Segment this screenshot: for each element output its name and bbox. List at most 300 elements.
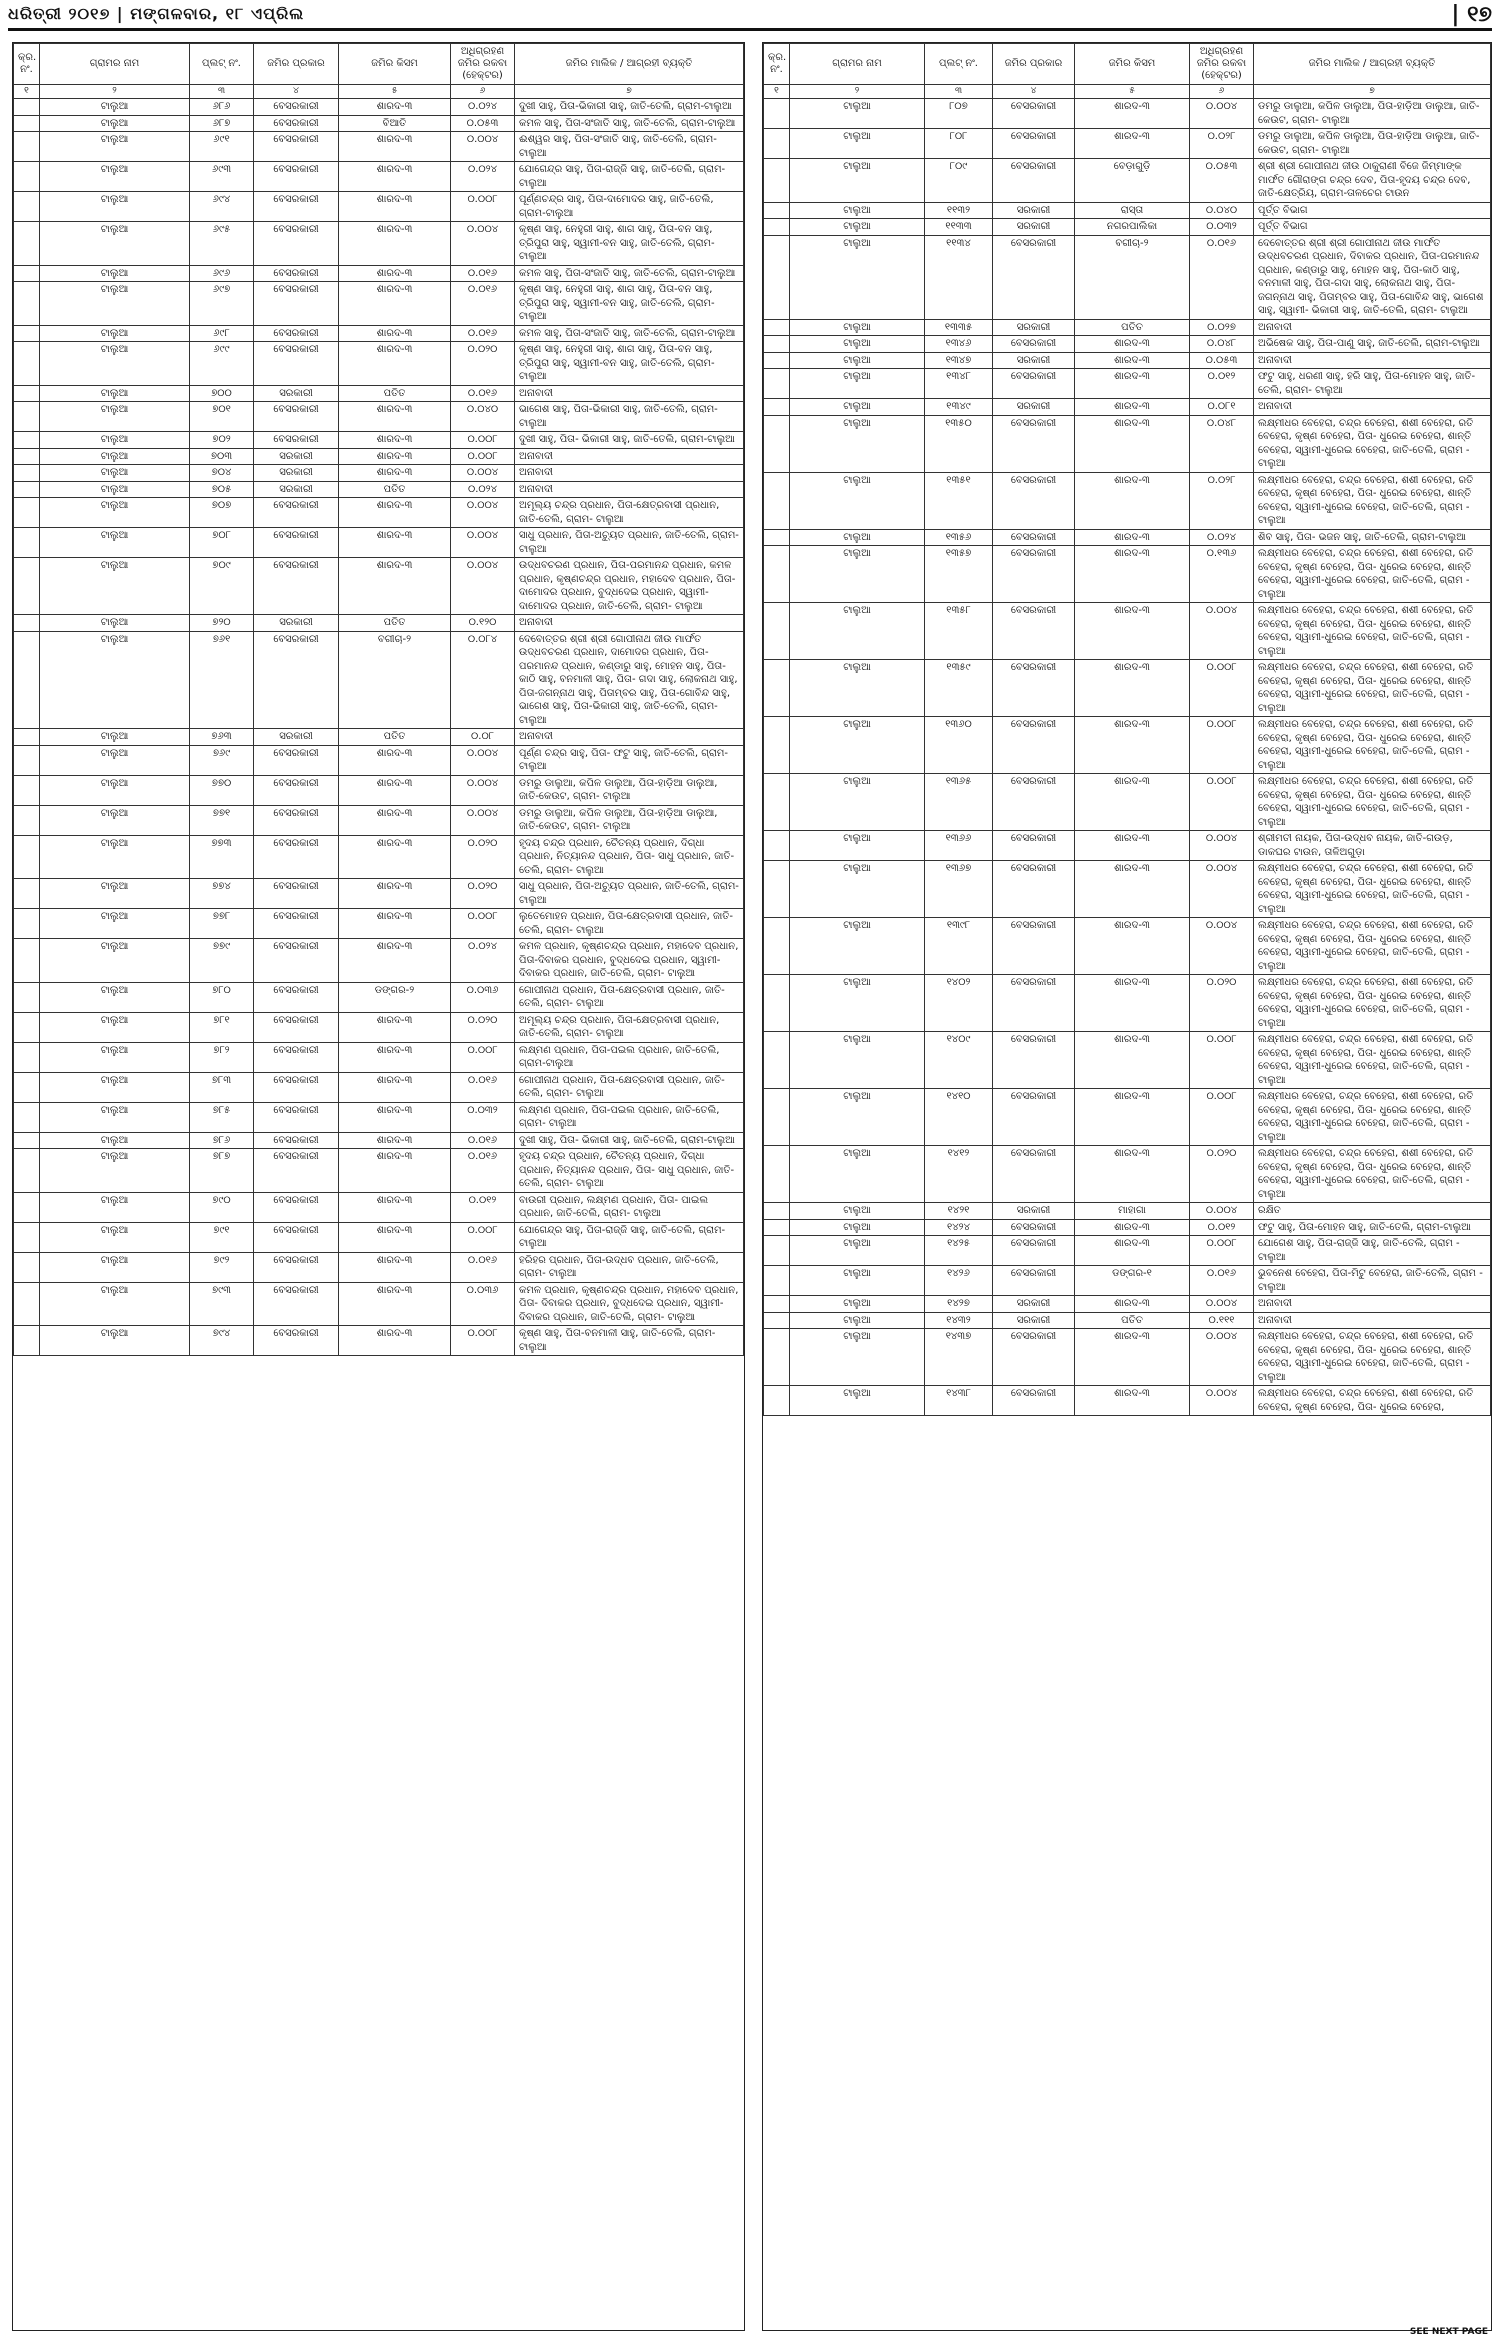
owner-cell: ଭୁବନେଶ ବେହେରା, ପିତା-ମିଟୁ ବେହେରା, ଜାତି-ତେଲି, ଗ୍ରାମ - ଟାଲୁଆ [1254, 1266, 1491, 1296]
table-row [14, 385, 744, 402]
land-type-cell: ବେସରକାରୀ [254, 1222, 339, 1252]
land-kind-cell: ଶାରଦ-୩ [339, 325, 451, 342]
plot-cell: ୭୭୩ [190, 835, 254, 879]
land-table-right [763, 43, 1491, 1416]
owner-cell: ଅନାବାଦୀ [515, 615, 744, 632]
area-cell: ୦.୦୮୧ [1190, 399, 1254, 416]
land-type-cell: ବେସରକାରୀ [254, 222, 339, 266]
plot-cell: ୭୦୧ [190, 402, 254, 432]
area-cell: ୦.୦୨୦ [451, 342, 515, 386]
table-row [764, 352, 1491, 369]
land-kind-cell: ଶାରଦ-୩ [1075, 1236, 1190, 1266]
table-row [764, 1219, 1491, 1236]
area-cell: ୦.୦୨୪ [1190, 529, 1254, 546]
land-type-cell: ବେସରକାରୀ [254, 282, 339, 326]
table-row [764, 129, 1491, 159]
village-cell: ଟାଲୁଆ [790, 861, 925, 918]
table-row [14, 1282, 744, 1326]
village-cell: ଟାଲୁଆ [790, 369, 925, 399]
owner-cell: ଉଦ୍ଧବଚରଣ ପ୍ରଧାନ, ପିତା-ପରମାନନ୍ଦ ପ୍ରଧାନ, କମଳ ପ୍ରଧାନ, କୃଷ୍ଣଚନ୍ଦ୍ର ପ୍ରଧାନ, ମହାଦେବ ପ୍ରଧାନ, ପିତା-ଦାମୋଦର ପ୍ରଧାନ, ବୁଦ୍ଧଦେଇ ପ୍ରଧାନ, ସ୍ୱାମୀ-ଦାମୋଦର ପ୍ରଧାନ, ଜାତି-ତେଲି, ଗ୍ରାମ- ଟାଲୁଆ [515, 558, 744, 615]
table-row [14, 1012, 744, 1042]
village-cell: ଟାଲୁଆ [790, 831, 925, 861]
owner-cell: ସାଧୁ ପ୍ରଧାନ, ପିତା-ଅଚ୍ୟୁତ ପ୍ରଧାନ, ଜାତି-ତେଲି, ଗ୍ରାମ-ଟାଲୁଆ [515, 879, 744, 909]
serial-cell [14, 481, 40, 498]
table-row [14, 939, 744, 983]
table-row [14, 909, 744, 939]
area-cell: ୦.୦୧୨ [1190, 1219, 1254, 1236]
plot-cell: ୭୭୦ [190, 775, 254, 805]
land-kind-cell: ଶାରଦ-୩ [1075, 99, 1190, 129]
table-row [14, 1102, 744, 1132]
area-cell: ୦.୦୦୮ [451, 1222, 515, 1252]
village-cell: ଟାଲୁଆ [40, 402, 190, 432]
table-row [14, 432, 744, 449]
serial-cell [14, 385, 40, 402]
table-row [14, 342, 744, 386]
col-land-type: ଜମିର ପ୍ରକାର [254, 44, 339, 85]
village-cell: ଟାଲୁଆ [790, 1312, 925, 1329]
table-row [764, 546, 1491, 603]
serial-cell [764, 660, 790, 717]
land-type-cell: ସରକାରୀ [254, 385, 339, 402]
land-type-cell: ସରକାରୀ [254, 729, 339, 746]
serial-cell [14, 835, 40, 879]
village-cell: ଟାଲୁଆ [40, 1282, 190, 1326]
land-type-cell: ବେସରକାରୀ [254, 835, 339, 879]
area-cell: ୦.୦୨୮ [1190, 472, 1254, 529]
land-kind-cell: ଶାରଦ-୩ [1075, 1219, 1190, 1236]
col-area: ଅଧିଗ୍ରହଣ ଜମିର ରକବା (ହେକ୍ଟର) [1190, 44, 1254, 85]
col-plot: ପ୍ଲଟ୍ ନଂ. [190, 44, 254, 85]
col-plot: ପ୍ଲଟ୍ ନଂ. [925, 44, 993, 85]
owner-cell: ଲକ୍ଷ୍ମୀଧର ବେହେରା, ଚନ୍ଦ୍ର ବେହେରା, ଶଶୀ ବେହେରା, ରତି ବେହେରା, କୃଷ୍ଣ ବେହେରା, ପିତା- ଧୁରେଇ ବେହେରା, ଶାନ୍ତି ବେହେରା, ସ୍ୱାମୀ-ଧୁରେଇ ବେହେରା, ଜାତି-ତେଲି, ଗ୍ରାମ - ଟାଲୁଆ [1254, 603, 1491, 660]
table-row [14, 282, 744, 326]
land-type-cell: ବେସରକାରୀ [993, 369, 1075, 399]
land-type-cell: ବେସରକାରୀ [254, 631, 339, 729]
table-row [14, 99, 744, 116]
plot-cell: ୧୪୦୨ [925, 975, 993, 1032]
owner-cell: ଲକ୍ଷ୍ମୀଧର ବେହେରା, ଚନ୍ଦ୍ର ବେହେରା, ଶଶୀ ବେହେରା, ରତି ବେହେରା, କୃଷ୍ଣ ବେହେରା, ପିତା- ଧୁରେଇ ବେହେରା, ଶାନ୍ତି ବେହେରା, ସ୍ୱାମୀ-ଧୁରେଇ ବେହେରା, ଜାତି-ତେଲି, ଗ୍ରାମ - ଟାଲୁଆ [1254, 918, 1491, 975]
table-row [14, 222, 744, 266]
land-kind-cell: ଶାରଦ-୩ [339, 402, 451, 432]
area-cell: ୦.୦୮ [451, 729, 515, 746]
table-row [764, 1236, 1491, 1266]
area-cell: ୦.୦୦୪ [451, 775, 515, 805]
land-type-cell: ବେସରକାରୀ [993, 1386, 1075, 1416]
area-cell: ୦.୦୦୮ [1190, 717, 1254, 774]
table-row [764, 1329, 1491, 1386]
owner-cell: କମଳ ପ୍ରଧାନ, କୃଷ୍ଣଚନ୍ଦ୍ର ପ୍ରଧାନ, ମହାଦେବ ପ୍ରଧାନ, ପିତା- ଦିବାକର ପ୍ରଧାନ, ବୁଦ୍ଧଦେଇ ପ୍ରଧାନ, ସ୍ୱାମୀ- ଦିବାକର ପ୍ରଧାନ, ଜାତି-ତେଲି, ଗ୍ରାମ- ଟାଲୁଆ [515, 1282, 744, 1326]
village-cell: ଟାଲୁଆ [40, 385, 190, 402]
plot-cell: ୮୦୭ [925, 99, 993, 129]
serial-cell [764, 336, 790, 353]
table-row [14, 1252, 744, 1282]
village-cell: ଟାଲୁଆ [790, 975, 925, 1032]
table-row [14, 498, 744, 528]
village-cell: ଟାଲୁଆ [790, 918, 925, 975]
owner-cell: ହରିହର ପ୍ରଧାନ, ପିତା-ଉଦ୍ଧବ ପ୍ରଧାନ, ଜାତି-ତେଲି, ଗ୍ରାମ- ଟାଲୁଆ [515, 1252, 744, 1282]
serial-cell [764, 159, 790, 203]
owner-cell: ବାଉରୀ ପ୍ରଧାନ, ଲକ୍ଷ୍ମଣ ପ୍ରଧାନ, ପିତା- ପାଇଲ ପ୍ରଧାନ, ଜାତି-ତେଲି, ଗ୍ରାମ- ଟାଲୁଆ [515, 1192, 744, 1222]
land-kind-cell: ଶାରଦ-୩ [1075, 129, 1190, 159]
plot-cell: ୬୮୬ [190, 99, 254, 116]
village-cell: ଟାଲୁଆ [40, 282, 190, 326]
land-type-cell: ବେସରକାରୀ [254, 402, 339, 432]
owner-cell: ଅନାବାଦୀ [1254, 1312, 1491, 1329]
land-kind-cell: ଶାରଦ-୩ [1075, 603, 1190, 660]
land-kind-cell: ଶାରଦ-୩ [1075, 660, 1190, 717]
table-row [14, 528, 744, 558]
table-row [764, 1296, 1491, 1313]
land-kind-cell: ଶାରଦ-୩ [1075, 399, 1190, 416]
land-type-cell: ବେସରକାରୀ [254, 342, 339, 386]
land-kind-cell: ଶାରଦ-୩ [339, 132, 451, 162]
owner-cell: ଦୁଖୀ ସାହୁ, ପିତା-ଭିକାରୀ ସାହୁ, ଜାତି-ତେଲି, ଗ୍ରାମ-ଟାଲୁଆ [515, 99, 744, 116]
land-kind-cell: ଶାରଦ-୩ [1075, 472, 1190, 529]
plot-cell: ୭୯୦ [190, 1192, 254, 1222]
serial-cell [14, 939, 40, 983]
colnum: ୪ [254, 85, 339, 99]
village-cell: ଟାଲୁଆ [790, 219, 925, 236]
area-cell: ୦.୦୧୬ [451, 385, 515, 402]
area-cell: ୦.୦୧୬ [451, 325, 515, 342]
table-row [14, 402, 744, 432]
plot-cell: ୧୪୩୨ [925, 1312, 993, 1329]
plot-cell: ୧୪୨୧ [925, 1203, 993, 1220]
village-cell: ଟାଲୁଆ [40, 528, 190, 558]
land-type-cell: ବେସରକାରୀ [254, 132, 339, 162]
village-cell: ଟାଲୁଆ [40, 481, 190, 498]
land-type-cell: ବେସରକାରୀ [254, 115, 339, 132]
plot-cell: ୧୩୪୭ [925, 352, 993, 369]
owner-cell: ଫଟୁ ସାହୁ, ପିତା-ମୋହନ ସାହୁ, ଜାତି-ତେଲି, ଗ୍ରାମ-ଟାଲୁଆ [1254, 1219, 1491, 1236]
col-land-kind: ଜମିର କିସମ [1075, 44, 1190, 85]
table-row [764, 202, 1491, 219]
owner-cell: ଅନାବାଦୀ [515, 448, 744, 465]
table-row [764, 717, 1491, 774]
area-cell: ୦.୦୦୮ [1190, 1089, 1254, 1146]
table-row [14, 1326, 744, 1356]
land-kind-cell: ଶାରଦ-୩ [339, 1132, 451, 1149]
village-cell: ଟାଲୁଆ [790, 1146, 925, 1203]
area-cell: ୦.୦୨୪ [451, 99, 515, 116]
plot-cell: ୭୭୮ [190, 909, 254, 939]
plot-cell: ୧୩୩୫ [925, 319, 993, 336]
land-type-cell: ବେସରକାରୀ [254, 775, 339, 805]
serial-cell [14, 909, 40, 939]
owner-cell: ପୂର୍ତ୍ତ ବିଭାଗ [1254, 202, 1491, 219]
plot-cell: ୧୪୩୭ [925, 1329, 993, 1386]
owner-cell: ଈଶ୍ୱର ସାହୁ, ପିତା-ସଂଜାତି ସାହୁ, ଜାତି-ତେଲି, ଗ୍ରାମ-ଟାଲୁଆ [515, 132, 744, 162]
area-cell: ୦.୦୦୮ [1190, 1032, 1254, 1089]
owner-cell: ଲକ୍ଷ୍ମୀଧର ବେହେରା, ଚନ୍ଦ୍ର ବେହେରା, ଶଶୀ ବେହେରା, ରତି ବେହେରା, କୃଷ୍ଣ ବେହେରା, ପିତା- ଧୁରେଇ ବେହେରା, ଶାନ୍ତି ବେହେରା, ସ୍ୱାମୀ-ଧୁରେଇ ବେହେରା, ଜାତି-ତେଲି, ଗ୍ରାମ - ଟାଲୁଆ [1254, 1032, 1491, 1089]
village-cell: ଟାଲୁଆ [40, 835, 190, 879]
owner-cell: ଡମରୁ ଡାଲୁଆ, କପିଳ ଡାଲୁଆ, ପିତା-ହାଡ଼ିଆ ଡାଲୁଆ, ଜାତି-କେଉଟ, ଗ୍ରାମ- ଟାଲୁଆ [1254, 99, 1491, 129]
owner-cell: ଲକ୍ଷ୍ମୀଧର ବେହେରା, ଚନ୍ଦ୍ର ବେହେରା, ଶଶୀ ବେହେରା, ରତି ବେହେରା, କୃଷ୍ଣ ବେହେରା, ପିତା- ଧୁରେଇ ବେହେରା, ଶାନ୍ତି ବେହେରା, ସ୍ୱାମୀ-ଧୁରେଇ ବେହେରା, ଜାତି-ତେଲି, ଗ୍ରାମ - ଟାଲୁଆ [1254, 1089, 1491, 1146]
serial-cell [14, 1012, 40, 1042]
village-cell: ଟାଲୁଆ [40, 222, 190, 266]
table-row [764, 399, 1491, 416]
plot-cell: ୬୯୧ [190, 132, 254, 162]
area-cell: ୦.୦୧୨ [1190, 369, 1254, 399]
area-cell: ୦.୦୪୦ [1190, 202, 1254, 219]
serial-cell [14, 1042, 40, 1072]
page-number: | ୧୭ [1451, 1, 1492, 27]
land-type-cell: ବେସରକାରୀ [993, 1146, 1075, 1203]
village-cell: ଟାଲୁଆ [790, 546, 925, 603]
table-row [14, 879, 744, 909]
land-type-cell: ବେସରକାରୀ [993, 472, 1075, 529]
land-kind-cell: ଶାରଦ-୩ [1075, 352, 1190, 369]
land-kind-cell: ଶାରଦ-୩ [339, 775, 451, 805]
owner-cell: ଲକ୍ଷ୍ମଣ ପ୍ରଧାନ, ପିତା-ପଇଲ ପ୍ରଧାନ, ଜାତି-ତେଲି, ଗ୍ରାମ- ଟାଲୁଆ [515, 1102, 744, 1132]
land-kind-cell: ଶାରଦ-୩ [1075, 1386, 1190, 1416]
village-cell: ଟାଲୁଆ [40, 1012, 190, 1042]
area-cell: ୦.୦୦୪ [451, 528, 515, 558]
area-cell: ୦.୦୦୮ [451, 432, 515, 449]
land-type-cell: ବେସରକାରୀ [254, 1192, 339, 1222]
serial-cell [764, 1312, 790, 1329]
village-cell: ଟାଲୁଆ [40, 448, 190, 465]
table-row [764, 1203, 1491, 1220]
village-cell: ଟାଲୁଆ [40, 879, 190, 909]
serial-cell [14, 879, 40, 909]
serial-cell [764, 529, 790, 546]
col-owner: ଜମିର ମାଲିକ / ଆଗ୍ରହୀ ବ୍ୟକ୍ତି [515, 44, 744, 85]
village-cell: ଟାଲୁଆ [40, 631, 190, 729]
owner-cell: ଲକ୍ଷ୍ମଣ ପ୍ରଧାନ, ପିତା-ପଇଲ ପ୍ରଧାନ, ଜାତି-ତେଲି, ଗ୍ରାମ-ଟାଲୁଆ [515, 1042, 744, 1072]
serial-cell [764, 319, 790, 336]
table-row [764, 861, 1491, 918]
land-type-cell: ବେସରକାରୀ [993, 1236, 1075, 1266]
table-row [764, 415, 1491, 472]
area-cell: ୦.୦୦୪ [1190, 1203, 1254, 1220]
land-kind-cell: ଶାରଦ-୩ [1075, 1146, 1190, 1203]
table-row [14, 729, 744, 746]
serial-cell [764, 1219, 790, 1236]
land-kind-cell: ଡଙ୍ଗର-୨ [339, 982, 451, 1012]
table-header-row [764, 44, 1491, 85]
land-type-cell: ସରକାରୀ [254, 615, 339, 632]
owner-cell: ଶ୍ରୀ ଶ୍ରୀ ଗୋପୀନାଥ ଜୀଉ ଠାକୁରାଣୀ ବିଜେ ଜିମ୍ମାଙ୍କ ମାର୍ଫତ ଗୌରାଙ୍ଗ ଚନ୍ଦ୍ର ଦେବ, ପିତା-ହୃଦୟ ଚନ୍ଦ୍ର ଦେବ, ଜାତି-କ୍ଷେତ୍ରିୟ, ଗ୍ରାମ-ତାଳଚେର ଟାଉନ [1254, 159, 1491, 203]
table-row [14, 465, 744, 482]
serial-cell [14, 498, 40, 528]
serial-cell [764, 1266, 790, 1296]
colnum: ୪ [993, 85, 1075, 99]
land-type-cell: ବେସରକାରୀ [993, 918, 1075, 975]
plot-cell: ୬୯୪ [190, 192, 254, 222]
area-cell: ୦.୦୨୦ [451, 879, 515, 909]
plot-cell: ୬୮୭ [190, 115, 254, 132]
table-row [14, 1192, 744, 1222]
land-type-cell: ବେସରକାରୀ [993, 159, 1075, 203]
colnum: ୩ [190, 85, 254, 99]
land-kind-cell: ଡଙ୍ଗର-୧ [1075, 1266, 1190, 1296]
owner-cell: ଶ୍ରୀମତୀ ନାୟକ, ପିତା-ଉଦ୍ଧବ ନାୟକ, ଜାତି-ଗଉଡ଼, ଡାକଘର ଟାଉନ, ତାଳିଅଗୁଡ଼ା [1254, 831, 1491, 861]
right-table-panel [762, 42, 1492, 2331]
land-type-cell: ବେସରକାରୀ [254, 498, 339, 528]
area-cell: ୦.୦୦୪ [1190, 99, 1254, 129]
land-type-cell: ବେସରକାରୀ [993, 717, 1075, 774]
table-row [14, 745, 744, 775]
area-cell: ୦.୦୪୮ [1190, 415, 1254, 472]
village-cell: ଟାଲୁଆ [790, 529, 925, 546]
village-cell: ଟାଲୁଆ [40, 1222, 190, 1252]
area-cell: ୦.୦୨୦ [1190, 1146, 1254, 1203]
village-cell: ଟାଲୁଆ [790, 1386, 925, 1416]
plot-cell: ୧୪୧୨ [925, 1146, 993, 1203]
table-row [14, 982, 744, 1012]
village-cell: ଟାଲୁଆ [40, 465, 190, 482]
land-kind-cell: ଶାରଦ-୩ [339, 99, 451, 116]
area-cell: ୦.୦୫୩ [451, 115, 515, 132]
colnum: ୩ [925, 85, 993, 99]
plot-cell: ୭୭୧ [190, 805, 254, 835]
serial-cell [14, 222, 40, 266]
table-row [764, 319, 1491, 336]
owner-cell: ସାଧୁ ପ୍ରଧାନ, ପିତା-ଅଚ୍ୟୁତ ପ୍ରଧାନ, ଜାତି-ତେଲି, ଗ୍ରାମ-ଟାଲୁଆ [515, 528, 744, 558]
land-table-left [13, 43, 744, 1356]
plot-cell: ୭୮୩ [190, 1072, 254, 1102]
table-row [764, 1266, 1491, 1296]
owner-cell: ଲକ୍ଷ୍ମୀଧର ବେହେରା, ଚନ୍ଦ୍ର ବେହେରା, ଶଶୀ ବେହେରା, ରତି ବେହେରା, କୃଷ୍ଣ ବେହେରା, ପିତା- ଧୁରେଇ ବେହେରା, ଶାନ୍ତି ବେହେରା, ସ୍ୱାମୀ-ଧୁରେଇ ବେହେରା, ଜାତି-ତେଲି, ଗ୍ରାମ - ଟାଲୁଆ [1254, 415, 1491, 472]
village-cell: ଟାଲୁଆ [790, 202, 925, 219]
village-cell: ଟାଲୁଆ [790, 399, 925, 416]
land-kind-cell: ଶାରଦ-୩ [339, 1222, 451, 1252]
col-land-type: ଜମିର ପ୍ରକାର [993, 44, 1075, 85]
owner-cell: କମଳ ସାହୁ, ପିତା-ସଂଜାତି ସାହୁ, ଜାତି-ତେଲି, ଗ୍ରାମ-ଟାଲୁଆ [515, 115, 744, 132]
village-cell: ଟାଲୁଆ [40, 99, 190, 116]
owner-cell: କୃଷ୍ଣ ସାହୁ, ପିତା-ବନମାଳୀ ସାହୁ, ଜାତି-ତେଲି, ଗ୍ରାମ-ଟାଲୁଆ [515, 1326, 744, 1356]
plot-cell: ୭୬୯ [190, 745, 254, 775]
land-kind-cell: ପତିତ [339, 481, 451, 498]
area-cell: ୦.୦୦୪ [1190, 861, 1254, 918]
owner-cell: ରକ୍ଷିତ [1254, 1203, 1491, 1220]
land-kind-cell: ଶାରଦ-୩ [1075, 831, 1190, 861]
serial-cell [14, 402, 40, 432]
village-cell: ଟାଲୁଆ [40, 265, 190, 282]
area-cell: ୦.୦୦୪ [1190, 831, 1254, 861]
owner-cell: ଡମରୁ ଡାଲୁଆ, କପିଳ ଡାଲୁଆ, ପିତା-ହାଡ଼ିଆ ଡାଲୁଆ, ଜାତି-କେଉଟ, ଗ୍ରାମ- ଟାଲୁଆ [1254, 129, 1491, 159]
owner-cell: ଲକ୍ଷ୍ମୀଧର ବେହେରା, ଚନ୍ଦ୍ର ବେହେରା, ଶଶୀ ବେହେରା, ରତି ବେହେରା, କୃଷ୍ଣ ବେହେରା, ପିତା- ଧୁରେଇ ବେହେରା, ଶାନ୍ତି ବେହେରା, ସ୍ୱାମୀ-ଧୁରେଇ ବେହେରା, ଜାତି-ତେଲି, ଗ୍ରାମ - ଟାଲୁଆ [1254, 861, 1491, 918]
land-type-cell: ବେସରକାରୀ [993, 1219, 1075, 1236]
serial-cell [764, 369, 790, 399]
table-row [764, 975, 1491, 1032]
serial-cell [764, 1386, 790, 1416]
area-cell: ୦.୦୦୪ [1190, 1386, 1254, 1416]
table-row [764, 918, 1491, 975]
village-cell: ଟାଲୁଆ [40, 325, 190, 342]
plot-cell: ୭୦୫ [190, 481, 254, 498]
area-cell: ୦.୦୧୬ [451, 1072, 515, 1102]
owner-cell: ଭାଗେଶ ସାହୁ, ପିତା-ଭିକାରୀ ସାହୁ, ଜାତି-ତେଲି, ଗ୍ରାମ-ଟାଲୁଆ [515, 402, 744, 432]
village-cell: ଟାଲୁଆ [40, 558, 190, 615]
serial-cell [14, 775, 40, 805]
serial-cell [14, 1149, 40, 1193]
area-cell: ୦.୦୫୩ [1190, 159, 1254, 203]
land-type-cell: ବେସରକାରୀ [254, 558, 339, 615]
serial-cell [764, 1146, 790, 1203]
owner-cell: ଅଭିଷେକ ସାହୁ, ପିତା-ପାଣୁ ସାହୁ, ଜାତି-ତେଲି, ଗ୍ରାମ-ଟାଲୁଆ [1254, 336, 1491, 353]
serial-cell [14, 115, 40, 132]
village-cell: ଟାଲୁଆ [40, 342, 190, 386]
area-cell: ୦.୦୪୮ [1190, 336, 1254, 353]
plot-cell: ୧୩୪୮ [925, 369, 993, 399]
village-cell: ଟାଲୁଆ [40, 1102, 190, 1132]
serial-cell [14, 1252, 40, 1282]
serial-cell [764, 415, 790, 472]
area-cell: ୦.୦୩୬ [451, 982, 515, 1012]
plot-cell: ୭୬୩ [190, 729, 254, 746]
serial-cell [14, 448, 40, 465]
col-serial: କ୍ର. ନଂ. [14, 44, 40, 85]
owner-cell: ଅନାବାଦୀ [1254, 352, 1491, 369]
table-row [764, 472, 1491, 529]
land-type-cell: ବେସରକାରୀ [254, 432, 339, 449]
area-cell: ୦.୦୪୦ [451, 402, 515, 432]
plot-cell: ୭୮୭ [190, 1149, 254, 1193]
land-kind-cell: ଶାରଦ-୩ [339, 1326, 451, 1356]
land-kind-cell: ଶାରଦ-୩ [339, 879, 451, 909]
serial-cell [764, 546, 790, 603]
land-kind-cell: ପତିତ [1075, 1312, 1190, 1329]
land-kind-cell: ପତିତ [1075, 319, 1190, 336]
plot-cell: ୧୩୫୭ [925, 546, 993, 603]
area-cell: ୦.୦୮୪ [451, 631, 515, 729]
village-cell: ଟାଲୁଆ [790, 1032, 925, 1089]
village-cell: ଟାଲୁଆ [790, 1203, 925, 1220]
land-type-cell: ବେସରକାରୀ [993, 1089, 1075, 1146]
village-cell: ଟାଲୁଆ [790, 660, 925, 717]
land-type-cell: ବେସରକାରୀ [993, 235, 1075, 319]
plot-cell: ୧୪୨୬ [925, 1266, 993, 1296]
area-cell: ୦.୦୧୬ [451, 265, 515, 282]
land-kind-cell: ଶାରଦ-୩ [339, 192, 451, 222]
table-row [764, 774, 1491, 831]
land-type-cell: ବେସରକାରୀ [993, 336, 1075, 353]
area-cell: ୦.୦୦୮ [451, 448, 515, 465]
owner-cell: ଲକ୍ଷ୍ମୀଧର ବେହେରା, ଚନ୍ଦ୍ର ବେହେରା, ଶଶୀ ବେହେରା, ରତି ବେହେରା, କୃଷ୍ଣ ବେହେରା, ପିତା- ଧୁରେଇ ବେହେରା, ଶାନ୍ତି ବେହେରା, ସ୍ୱାମୀ-ଧୁରେଇ ବେହେରା, ଜାତି-ତେଲି, ଗ୍ରାମ - ଟାଲୁଆ [1254, 975, 1491, 1032]
serial-cell [14, 982, 40, 1012]
land-kind-cell: ଶାରଦ-୩ [339, 498, 451, 528]
area-cell: ୦.୦୧୬ [1190, 235, 1254, 319]
plot-cell: ୧୪୩୮ [925, 1386, 993, 1416]
land-type-cell: ସରକାରୀ [254, 481, 339, 498]
village-cell: ଟାଲୁଆ [790, 1329, 925, 1386]
land-kind-cell: ଶାରଦ-୩ [339, 1102, 451, 1132]
col-land-kind: ଜମିର କିସମ [339, 44, 451, 85]
land-kind-cell: ଶାରଦ-୩ [1075, 1089, 1190, 1146]
land-kind-cell: ଶାରଦ-୩ [339, 222, 451, 266]
owner-cell: ଗୋପୀନାଥ ପ୍ରଧାନ, ପିତା-କ୍ଷେତ୍ରବାସୀ ପ୍ରଧାନ, ଜାତି-ତେଲି, ଗ୍ରାମ- ଟାଲୁଆ [515, 982, 744, 1012]
village-cell: ଟାଲୁଆ [40, 115, 190, 132]
land-kind-cell: ବଗୀଚା-୨ [1075, 235, 1190, 319]
land-type-cell: ସରକାରୀ [993, 202, 1075, 219]
plot-cell: ୬୯୭ [190, 282, 254, 326]
owner-cell: ପୂର୍ଣ୍ଣଚନ୍ଦ୍ର ସାହୁ, ପିତା-ଦାମୋଦର ସାହୁ, ଜାତି-ତେଲି, ଗ୍ରାମ-ଟାଲୁଆ [515, 192, 744, 222]
owner-cell: ଦେବୋତ୍ତର ଶ୍ରୀ ଶ୍ରୀ ଗୋପୀନାଥ ଜୀଉ ମାର୍ଫତ ଉଦ୍ଧବଚରଣ ପ୍ରଧାନ, ଦିବାକର ପ୍ରଧାନ, ପିତା-ପରମାନନ୍ଦ ପ୍ରଧାନ, କଣ୍ଡାରୁ ସାହୁ, ମୋହନ ସାହୁ, ପିତା-କାଠି ସାହୁ, ବନମାଳୀ ସାହୁ, ପିତା-ଗଦା ସାହୁ, ଲୋକନାଥ ସାହୁ, ପିତା-ଜଗନ୍ନାଥ ସାହୁ, ପିତାମ୍ବର ସାହୁ, ପିତା-ଗୋବିନ୍ଦ ସାହୁ, ଭାଗେଶ ସାହୁ, ସ୍ୱାମୀ- ଭିକାରୀ ସାହୁ, ଜାତି-ତେଲି, ଗ୍ରାମ- ଟାଲୁଆ [1254, 235, 1491, 319]
serial-cell [14, 342, 40, 386]
land-type-cell: ବେସରକାରୀ [254, 162, 339, 192]
land-type-cell: ବେସରକାରୀ [993, 1266, 1075, 1296]
land-kind-cell: ରାସ୍ତା [1075, 202, 1190, 219]
plot-cell: ୧୩୪୯ [925, 399, 993, 416]
village-cell: ଟାଲୁଆ [790, 603, 925, 660]
serial-cell [764, 1089, 790, 1146]
left-table-body [14, 99, 744, 1356]
plot-cell: ୧୩୬୦ [925, 717, 993, 774]
area-cell: ୦.୦୫୩ [1190, 352, 1254, 369]
